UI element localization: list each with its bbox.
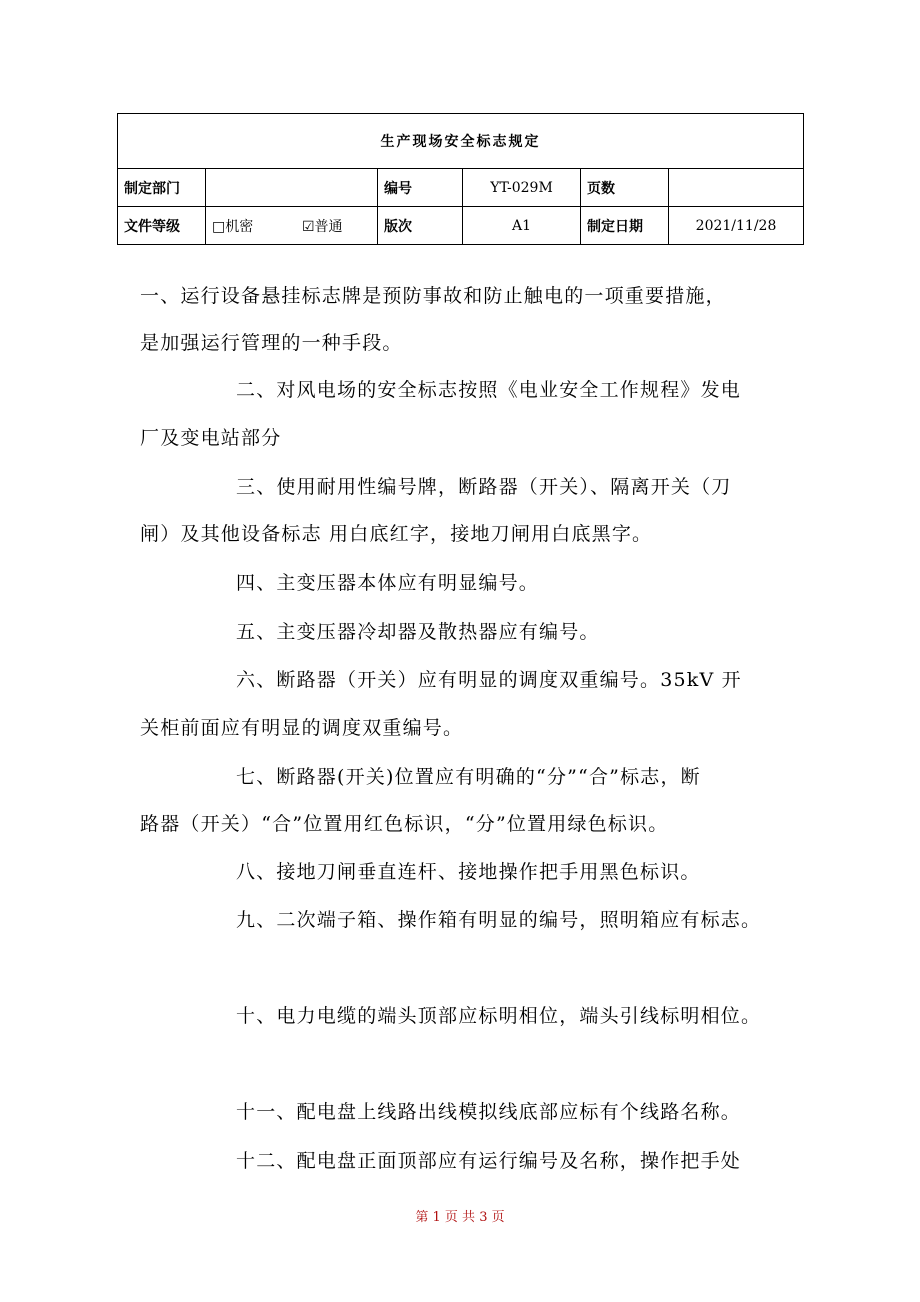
page-number-footer: 第 1 页 共 3 页 [415, 1210, 505, 1225]
body-line: 十、电力电缆的端头顶部应标明相位，端头引线标明相位。 [236, 1005, 762, 1027]
body-line: 六、断路器（开关）应有明显的调度双重编号。35kV 开 [236, 669, 742, 691]
body-line: 九、二次端子箱、操作箱有明显的编号，照明箱应有标志。 [236, 909, 762, 931]
body-line: 关柜前面应有明显的调度双重编号。 [140, 717, 464, 739]
normal-checkbox: ☑普通 [302, 218, 343, 235]
body-line: 十一、配电盘上线路出线模拟线底部应标有个线路名称。 [236, 1101, 742, 1123]
date-value: 2021/11/28 [669, 207, 804, 245]
code-value: YT-029M [463, 169, 581, 207]
level-label: 文件等级 [118, 207, 206, 245]
pages-value [669, 169, 804, 207]
body-line: 厂及变电站部分 [140, 427, 282, 449]
body-line: 八、接地刀闸垂直连杆、接地操作把手用黑色标识。 [236, 861, 701, 883]
version-label: 版次 [378, 207, 463, 245]
body-line: 路器（开关）“合”位置用红色标识，“分”位置用绿色标识。 [140, 813, 669, 835]
document-title: 生产现场安全标志规定 [118, 114, 804, 169]
body-line: 七、断路器(开关)位置应有明确的“分”“合”标志，断 [236, 766, 701, 788]
body-line: 二、对风电场的安全标志按照《电业安全工作规程》发电 [236, 379, 742, 401]
body-line: 闸）及其他设备标志 用白底红字，接地刀闸用白底黑字。 [140, 523, 653, 545]
body-line: 一、运行设备悬挂标志牌是预防事故和防止触电的一项重要措施， [140, 285, 726, 307]
level-options [206, 207, 378, 245]
body-line: 是加强运行管理的一种手段。 [140, 332, 403, 354]
pages-label: 页数 [581, 169, 669, 207]
dept-label: 制定部门 [118, 169, 206, 207]
document-header-table [117, 113, 804, 245]
dept-value [206, 169, 378, 207]
body-line: 五、主变压器冷却器及散热器应有编号。 [236, 621, 600, 643]
version-value: A1 [463, 207, 581, 245]
body-line: 四、主变压器本体应有明显编号。 [236, 572, 540, 594]
body-line: 三、使用耐用性编号牌，断路器（开关）、隔离开关（刀 [236, 476, 732, 498]
body-line: 十二、配电盘正面顶部应有运行编号及名称，操作把手处 [236, 1150, 742, 1172]
code-label: 编号 [378, 169, 463, 207]
secret-checkbox: □机密 [212, 218, 254, 235]
date-label: 制定日期 [581, 207, 669, 245]
